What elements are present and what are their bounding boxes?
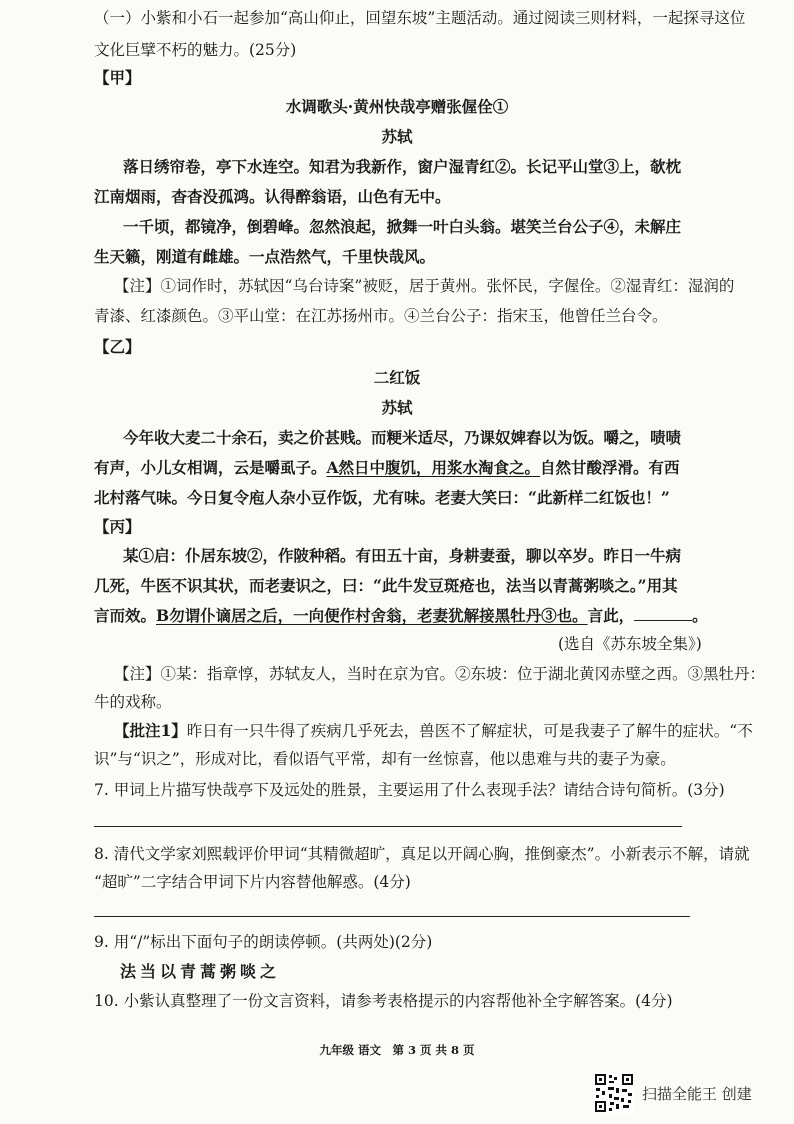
- question-7: 7. 甲词上片描写快哉亭下及远处的胜景，主要运用了什么表现手法？请结合诗句简析。(3分): [94, 781, 725, 799]
- comment-line-1: [114, 721, 753, 741]
- fill-blank[interactable]: [634, 606, 692, 621]
- prose-author: 苏轼: [381, 398, 413, 417]
- yi-text-plain: 有声，小儿女相调，云是嚼虱子。: [94, 458, 327, 477]
- section-jia-marker: 【甲】: [94, 68, 141, 87]
- question-10: 10. 小紫认真整理了一份文言资料，请参考表格提示的内容帮他补全字解答案。(4分): [94, 992, 673, 1010]
- answer-line-q8[interactable]: [94, 916, 690, 917]
- qr-code-icon: [594, 1073, 634, 1113]
- comment-tag: 【批注1】: [114, 721, 187, 740]
- answer-line-q7[interactable]: [94, 826, 682, 827]
- poem-line: 一千顷，都镜净，倒碧峰。忽然浪起，掀舞一叶白头翁。堪笑兰台公子④，未解庄: [123, 217, 682, 236]
- question-8-line-2: “超旷”二字结合甲词下片内容替他解惑。(4分): [94, 873, 411, 891]
- yi-text-line-2: [94, 458, 680, 478]
- question-9: 9. 用“/”标出下面句子的朗读停顿。(共两处)(2分): [94, 933, 433, 951]
- poem-line: 生天籁，刚道有雌雄。一点浩然气，千里快哉风。: [94, 247, 436, 266]
- intro-line-1: （一）小紫和小石一起参加“高山仰止，回望东坡”主题活动。通过阅读三则材料，一起探寻这位: [94, 9, 746, 27]
- bing-text-plain: 。: [692, 606, 708, 625]
- prose-title: 二红饭: [373, 368, 421, 387]
- yi-text-line-1: 今年收大麦二十余石，卖之价甚贱。而粳米适尽，乃课奴婢舂以为饭。嚼之，啧啧: [123, 428, 682, 447]
- poem-author: 苏轼: [381, 127, 413, 146]
- bing-text-line-2: 几死，牛医不识其状，而老妻识之，曰：“此牛发豆斑疮也，法当以青蒿粥啖之。”用其: [94, 576, 678, 595]
- yi-text-plain: 自然甘酸浮滑。有西: [540, 458, 680, 477]
- page-footer: 九年级 语文 第 3 页 共 8 页: [319, 1043, 475, 1057]
- section-bing-marker: 【丙】: [94, 517, 141, 536]
- bing-note-line-1: 【注】①某：指章惇，苏轼友人，当时在京为官。②东坡：位于湖北黄冈赤壁之西。③黑牡丹：: [114, 665, 766, 683]
- yi-text-line-3: 北村落气味。今日复令庖人杂小豆作饭，尤有味。老妻大笑曰：“此新样二红饭也！”: [94, 488, 670, 507]
- comment-text: 昨日有一只牛得了疾病几乎死去，兽医不了解症状，可是我妻子了解牛的症状。“不: [186, 722, 753, 740]
- poem-title: 水调歌头·黄州快哉亭赠张偓佺①: [285, 97, 509, 116]
- poem-line: 落日绣帘卷，亭下水连空。知君为我新作，窗户湿青红②。长记平山堂③上，欹枕: [123, 157, 682, 176]
- bing-text-line-3: [94, 606, 708, 626]
- bing-note-line-2: 牛的戏称。: [94, 693, 172, 711]
- comment-line-2: 识”与“识之”，形成对比，看似语气平常，却有一丝惊喜，他以患难与共的妻子为豪。: [94, 750, 676, 768]
- intro-line-2: 文化巨擘不朽的魅力。(25分): [94, 41, 297, 59]
- bing-text-plain: 言此，: [587, 606, 635, 625]
- underlined-sentence-a: A然日中腹饥，用浆水淘食之。: [326, 458, 541, 477]
- bing-text-plain: 言而效。: [94, 606, 157, 625]
- source-citation: (选自《苏东坡全集》): [558, 635, 702, 653]
- question-8-line-1: 8. 清代文学家刘熙载评价甲词“其精微超旷，真足以开阔心胸，推倒豪杰”。小新表示不解，请就: [94, 845, 750, 863]
- question-9-sentence[interactable]: 法当以青蒿粥啖之: [120, 962, 281, 981]
- section-yi-marker: 【乙】: [94, 337, 141, 356]
- jia-note-line-2: 青漆、红漆颜色。③平山堂：在江苏扬州市。④兰台公子：指宋玉，他曾任兰台令。: [94, 307, 668, 325]
- bing-text-line-1: 某①启：仆居东坡②，作陂种稻。有田五十亩，身耕妻蚕，聊以卒岁。昨日一牛病: [123, 546, 682, 565]
- scanner-watermark: 扫描全能王 创建: [642, 1085, 752, 1103]
- underlined-sentence-b: B勿谓仆谪居之后，一向便作村舍翁，老妻犹解接黑牡丹③也。: [156, 606, 588, 625]
- jia-note-line-1: 【注】①词作时，苏轼因“乌台诗案”被贬，居于黄州。张怀民，字偓佺。②湿青红：湿润的: [114, 277, 735, 295]
- poem-line: 江南烟雨，杳杳没孤鸿。认得醉翁语，山色有无中。: [94, 187, 451, 206]
